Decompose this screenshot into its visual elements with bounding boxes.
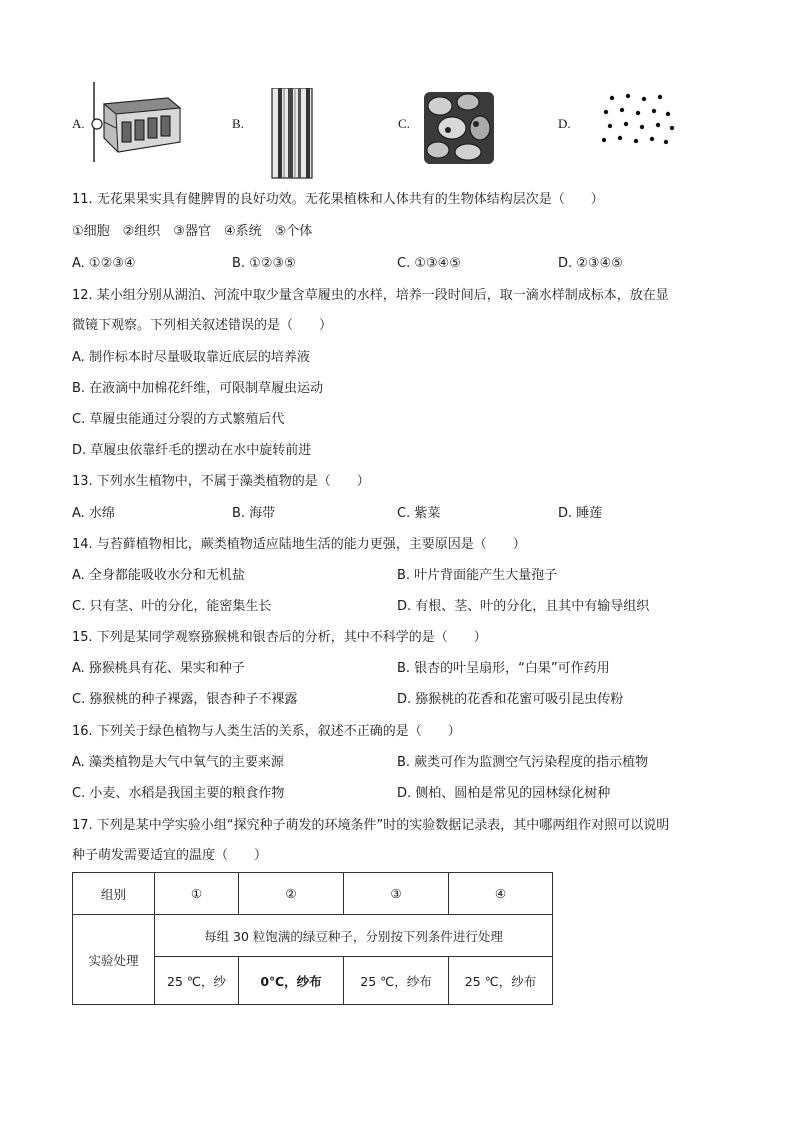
q13-option-a[interactable]: A. 水绵 — [72, 506, 115, 521]
q12-option-d[interactable]: D. 草履虫依靠纤毛的摆动在水中旋转前进 — [72, 443, 312, 458]
q16-option-a[interactable]: A. 藻类植物是大气中氧气的主要来源 — [72, 755, 284, 770]
q13-option-c[interactable]: C. 紫菜 — [397, 506, 441, 521]
fiber-tissue-figure — [268, 88, 316, 180]
q11-option-c[interactable]: C. ①③④⑤ — [397, 256, 461, 271]
q12-option-c[interactable]: C. 草履虫能通过分裂的方式繁殖后代 — [72, 412, 285, 427]
q13-option-d[interactable]: D. 睡莲 — [558, 506, 603, 521]
condition-1: 25 ℃，纱 — [155, 957, 239, 1005]
q12-option-b[interactable]: B. 在液滴中加棉花纤维，可限制草履虫运动 — [72, 381, 324, 396]
group-2: ② — [239, 873, 344, 915]
q14-option-b[interactable]: B. 叶片背面能产生大量孢子 — [397, 568, 558, 583]
condition-3: 25 ℃，纱布 — [344, 957, 449, 1005]
condition-2: 0℃，纱布 — [239, 957, 344, 1005]
q14-option-a[interactable]: A. 全身都能吸收水分和无机盐 — [72, 568, 245, 583]
q14-option-d[interactable]: D. 有根、茎、叶的分化，且其中有输导组织 — [397, 599, 650, 614]
q15-option-c[interactable]: C. 猕猴桃的种子裸露，银杏种子不裸露 — [72, 692, 298, 707]
q15-option-a[interactable]: A. 猕猴桃具有花、果实和种子 — [72, 661, 245, 676]
q14-stem: 14. 与苔藓植物相比，蕨类植物适应陆地生活的能力更强，主要原因是（ ） — [72, 537, 526, 552]
q16-option-d[interactable]: D. 侧柏、圆柏是常见的园林绿化树种 — [397, 786, 611, 801]
q16-option-c[interactable]: C. 小麦、水稻是我国主要的粮食作物 — [72, 786, 285, 801]
group-header: 组别 — [73, 873, 155, 915]
figure-d-label: D. — [558, 116, 571, 131]
q11-option-b[interactable]: B. ①②③⑤ — [232, 256, 296, 271]
q16-option-b[interactable]: B. 蕨类可作为监测空气污染程度的指示植物 — [397, 755, 649, 770]
q16-stem: 16. 下列关于绿色植物与人类生活的关系，叙述不正确的是（ ） — [72, 724, 461, 739]
q17-stem-line1: 17. 下列是某中学实验小组“探究种子萌发的环境条件”时的实验数据记录表，其中哪两组作对照可以说明 — [72, 818, 670, 833]
experiment-table — [72, 872, 553, 1005]
q13-stem: 13. 下列水生植物中，不属于藻类植物的是（ ） — [72, 474, 370, 489]
figure-a-label: A. — [72, 116, 85, 131]
q11-items: ①细胞 ②组织 ③器官 ④系统 ⑤个体 — [72, 224, 313, 239]
q15-stem: 15. 下列是某同学观察猕猴桃和银杏后的分析，其中不科学的是（ ） — [72, 630, 487, 645]
q11-option-a[interactable]: A. ①②③④ — [72, 256, 136, 271]
q12-stem-line2: 微镜下观察。下列相关叙述错误的是（ ） — [72, 318, 333, 333]
group-4: ④ — [449, 873, 553, 915]
q11-stem: 11. 无花果果实具有健脾胃的良好功效。无花果植株和人体共有的生物体结构层次是（ ） — [72, 192, 604, 207]
cell-tissue-figure — [88, 82, 188, 164]
q12-stem-line1: 12. 某小组分别从湖泊、河流中取少量含草履虫的水样，培养一段时间后，取一滴水样制成标本，放在显 — [72, 288, 669, 303]
q11-option-d[interactable]: D. ②③④⑤ — [558, 256, 623, 271]
group-1: ① — [155, 873, 239, 915]
treatment-header: 实验处理 — [73, 915, 155, 1005]
q12-option-a[interactable]: A. 制作标本时尽量吸取靠近底层的培养液 — [72, 350, 310, 365]
figure-b-label: B. — [232, 116, 244, 131]
condition-4: 25 ℃，纱布 — [449, 957, 553, 1005]
q13-option-b[interactable]: B. 海带 — [232, 506, 276, 521]
scattered-cells-figure — [598, 90, 678, 150]
q14-option-c[interactable]: C. 只有茎、叶的分化，能密集生长 — [72, 599, 272, 614]
treatment-description: 每组 30 粒饱满的绿豆种子，分别按下列条件进行处理 — [155, 915, 553, 957]
q17-stem-line2: 种子萌发需要适宜的温度（ ） — [72, 848, 268, 863]
q15-option-b[interactable]: B. 银杏的叶呈扇形，“白果”可作药用 — [397, 661, 610, 676]
figure-c-label: C. — [398, 116, 410, 131]
group-3: ③ — [344, 873, 449, 915]
cell-cluster-figure — [418, 88, 500, 168]
q15-option-d[interactable]: D. 猕猴桃的花香和花蜜可吸引昆虫传粉 — [397, 692, 624, 707]
